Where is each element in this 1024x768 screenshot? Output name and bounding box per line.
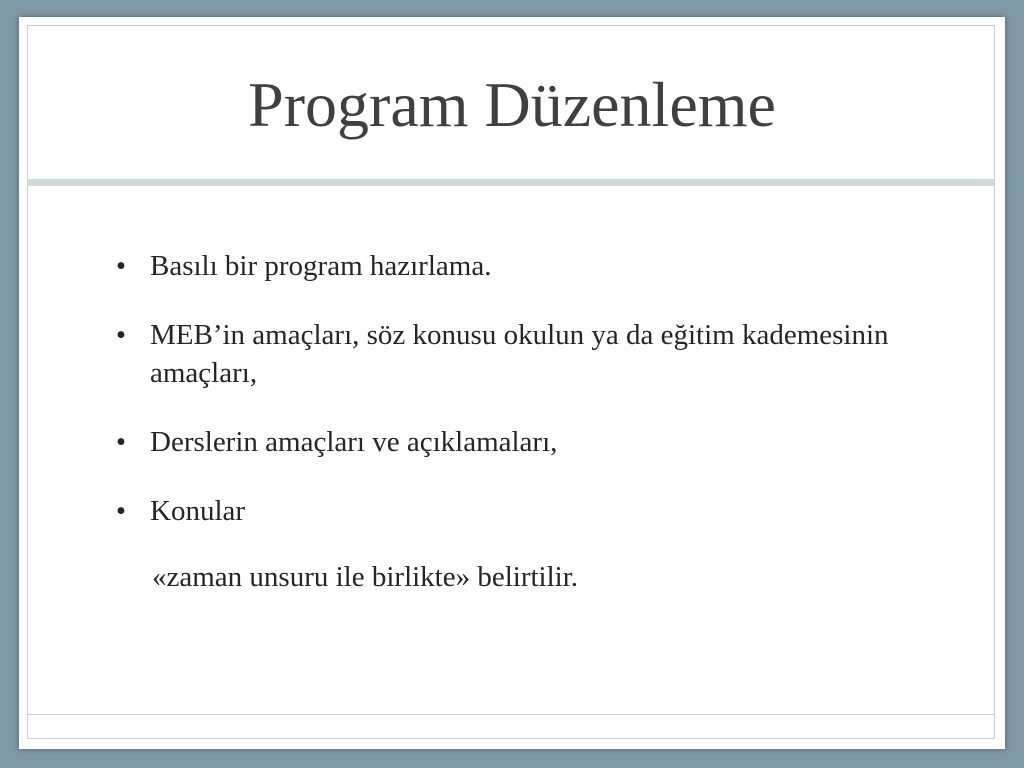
slide-title: Program Düzenleme: [248, 69, 776, 140]
bullet-icon: •: [115, 250, 127, 282]
bullet-icon: •: [115, 426, 127, 458]
bullet-item: [111, 316, 931, 392]
sub-note: «zaman unsuru ile birlikte» belirtilir.: [152, 561, 579, 593]
slide: [19, 17, 1005, 749]
bullet-text: Konular: [150, 495, 246, 527]
bullet-item: [111, 247, 931, 285]
title-divider: [27, 179, 995, 186]
bullet-text: Basılı bir program hazırlama.: [150, 250, 492, 282]
footer-divider: [27, 714, 995, 715]
bullet-text: MEB’in amaçları, söz konusu okulun ya da eğitim kademesinin amaçları,: [150, 319, 889, 389]
bullet-text: Derslerin amaçları ve açıklamaları,: [150, 426, 558, 458]
bullet-item: [111, 423, 931, 461]
slide-content: [111, 247, 931, 596]
bullet-icon: •: [115, 319, 127, 351]
bullet-icon: •: [115, 495, 127, 527]
bullet-item: [111, 492, 931, 530]
